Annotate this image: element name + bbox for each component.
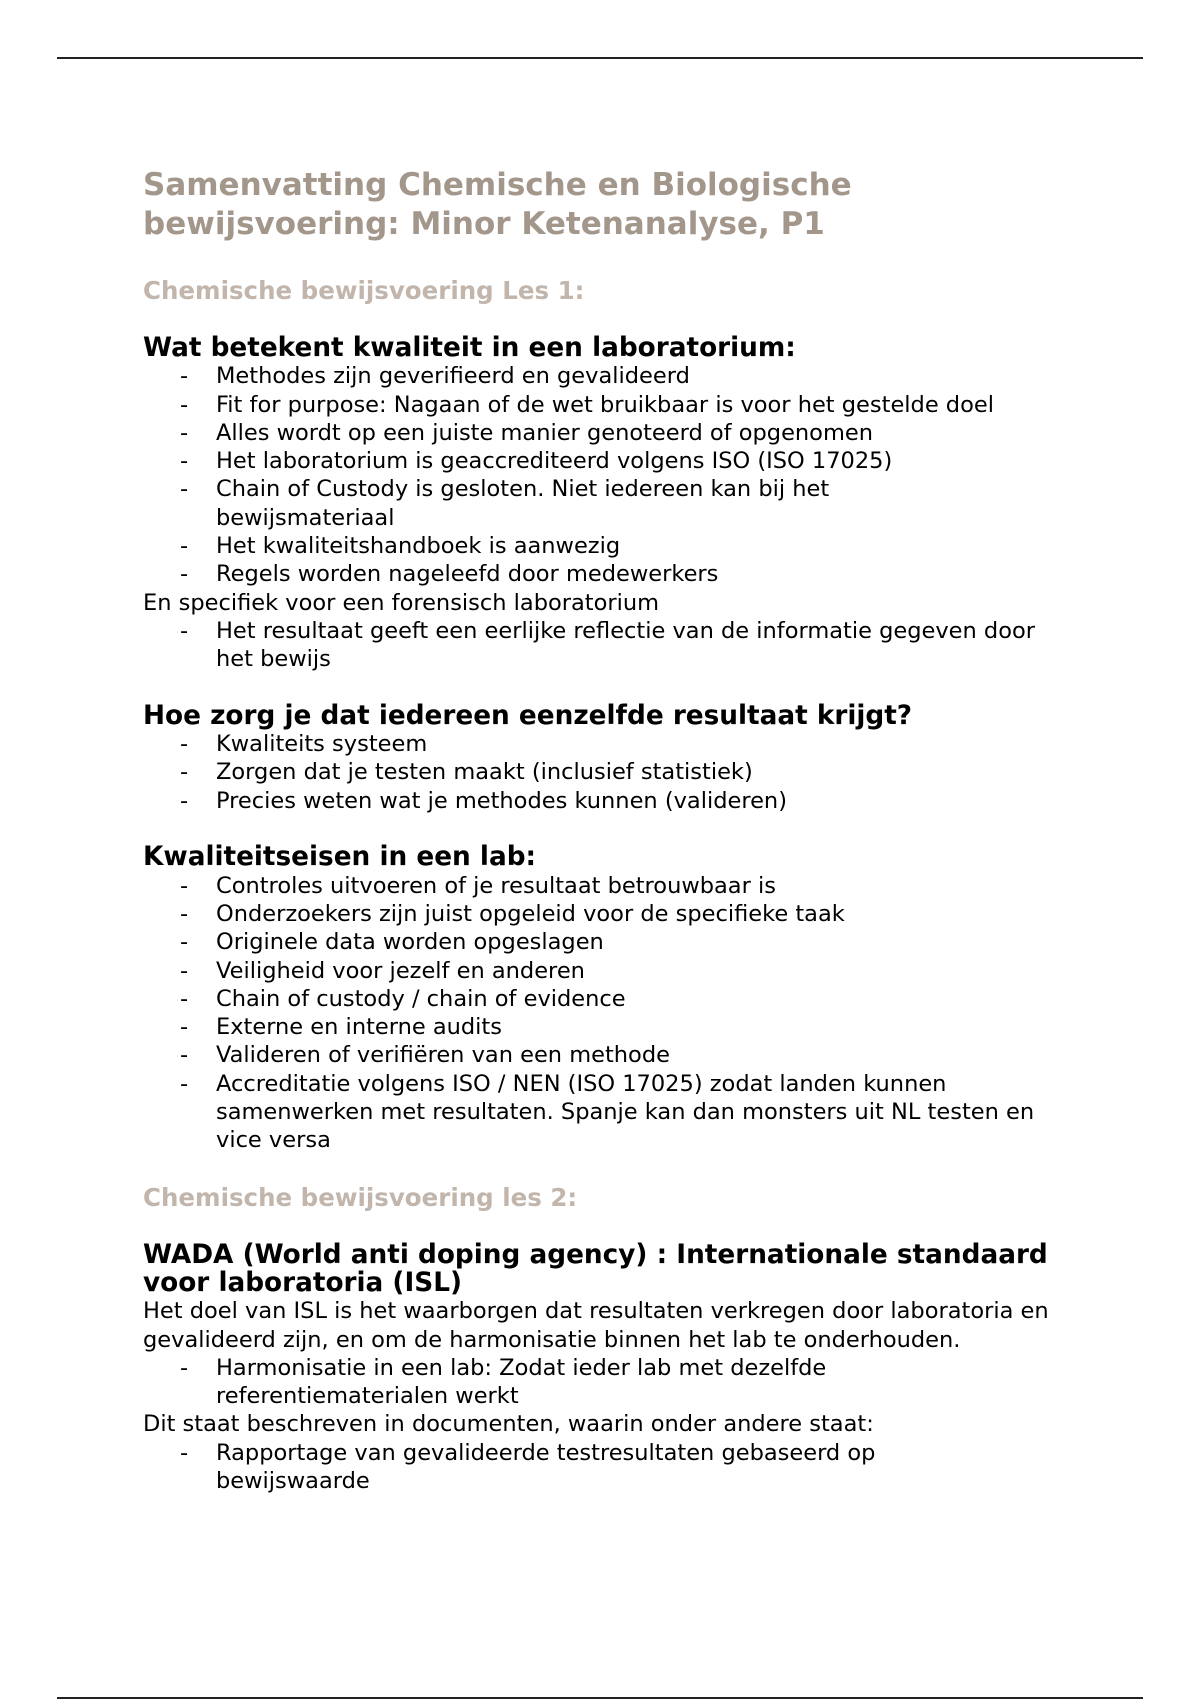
- list-item: - Chain of Custody is gesloten. Niet iedereen kan bij het bewijsmateriaal: [216, 475, 1083, 532]
- list-forensisch: [143, 617, 1083, 674]
- list-harmonisatie: [143, 1354, 1083, 1411]
- section-heading-les-2: Chemische bewijsvoering les 2:: [143, 1182, 578, 1212]
- list-item: - Chain of custody / chain of evidence: [216, 985, 1083, 1013]
- list-item: - Regels worden nageleefd door medewerkers: [216, 560, 1083, 588]
- list-item: - Het resultaat geeft een eerlijke reflectie van de informatie gegeven door het bewijs: [216, 617, 1083, 674]
- list-item: - Het laboratorium is geaccrediteerd volgens ISO (ISO 17025): [216, 447, 1083, 475]
- paragraph-isl: Het doel van ISL is het waarborgen dat resultaten verkregen door laboratoria en gevalideerd zijn, en om de harmonisatie binnen het lab te onderhouden.: [143, 1298, 1049, 1353]
- bottom-divider: [57, 1697, 1143, 1699]
- page-title: Samenvatting Chemische en Biologische bewijsvoering: Minor Ketenanalyse, P1: [143, 167, 852, 242]
- list-resultaat: [143, 730, 1083, 815]
- list-item: - Harmonisatie in een lab: Zodat ieder lab met dezelfde referentiematerialen werkt: [216, 1354, 1083, 1411]
- list-item: - Veiligheid voor jezelf en anderen: [216, 957, 1083, 985]
- list-item: - Accreditatie volgens ISO / NEN (ISO 17025) zodat landen kunnen samenwerken met resultaten. Spanje kan dan monsters uit NL testen en vice versa: [216, 1070, 1083, 1155]
- list-item: - Valideren of verifiëren van een methode: [216, 1041, 1083, 1069]
- list-kwaliteitseisen: [143, 872, 1083, 1155]
- list-item: - Rapportage van gevalideerde testresultaten gebaseerd op bewijswaarde: [216, 1439, 1083, 1496]
- list-item: - Fit for purpose: Nagaan of de wet bruikbaar is voor het gestelde doel: [216, 391, 1083, 419]
- list-item: - Onderzoekers zijn juist opgeleid voor de specifieke taak: [216, 900, 1083, 928]
- list-item: - Zorgen dat je testen maakt (inclusief statistiek): [216, 758, 1083, 786]
- list-item: - Precies weten wat je methodes kunnen (valideren): [216, 787, 1083, 815]
- list-rapportage: [143, 1439, 1083, 1496]
- list-item: - Kwaliteits systeem: [216, 730, 1083, 758]
- document-body: [143, 166, 1083, 1495]
- list-item: - Externe en interne audits: [216, 1013, 1083, 1041]
- top-divider: [57, 57, 1143, 59]
- list-item: - Het kwaliteitshandboek is aanwezig: [216, 532, 1083, 560]
- subheading-kwaliteitseisen: Kwaliteitseisen in een lab:: [143, 842, 537, 873]
- list-item: - Alles wordt op een juiste manier genoteerd of opgenomen: [216, 419, 1083, 447]
- subheading-kwaliteit: Wat betekent kwaliteit in een laboratorium:: [143, 333, 796, 363]
- list-item: - Controles uitvoeren of je resultaat betrouwbaar is: [216, 872, 1083, 900]
- list-kwaliteit: [143, 362, 1083, 588]
- note-forensisch: En specifiek voor een forensisch laboratorium: [143, 589, 660, 616]
- subheading-resultaat: Hoe zorg je dat iedereen eenzelfde resultaat krijgt?: [143, 700, 913, 731]
- list-item: - Originele data worden opgeslagen: [216, 928, 1083, 956]
- note-documenten: Dit staat beschreven in documenten, waarin onder andere staat:: [143, 1411, 874, 1438]
- list-item: - Methodes zijn geverifieerd en gevalideerd: [216, 362, 1083, 390]
- subheading-wada: WADA (World anti doping agency) : Internationale standaard voor laboratoria (ISL): [143, 1239, 1048, 1298]
- section-heading-les-1: Chemische bewijsvoering Les 1:: [143, 276, 585, 305]
